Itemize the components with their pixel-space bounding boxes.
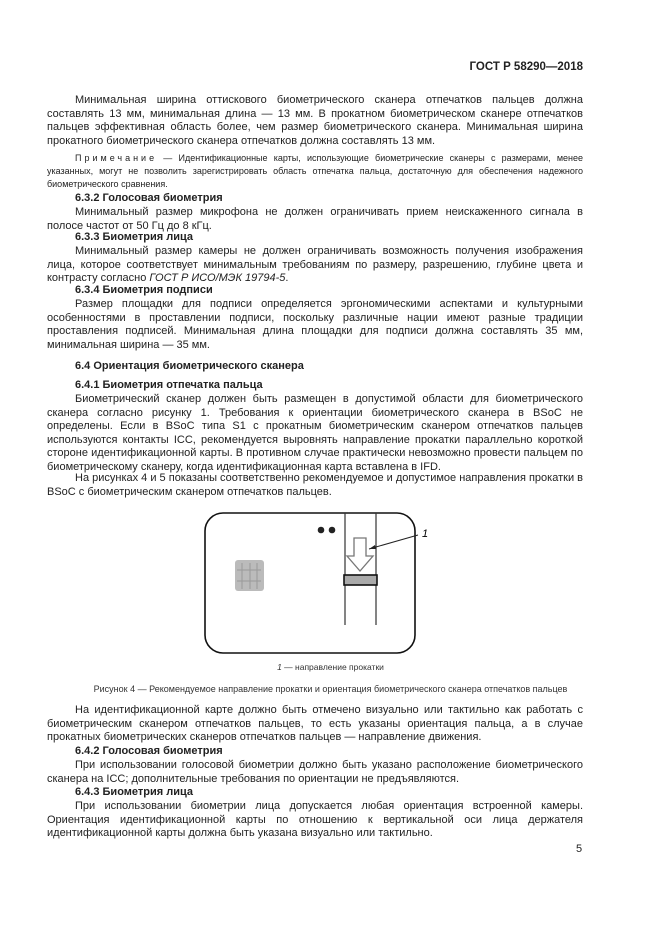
heading-6-4-1: 6.4.1 Биометрия отпечатка пальца [75,379,263,391]
paragraph-marking: На идентификационной карте должно быть отмечено визуально или тактильно как работать с биометрическим сканером отпечатков пальцев, то есть указаны ориентация пальца, а в случае прокатных биометрических сканеров отпечатков пальцев — направление движения. [47,704,583,744]
paragraph-6-3-2: Минимальный размер микрофона не должен ограничивать прием неискаженного сигнала в полосе частот от 50 Гц до 8 кГц. [47,206,583,232]
dot-icon [329,527,336,534]
paragraph-text: Минимальный размер камеры не должен ограничивать возможность получения изображения лица, которое соответствует минимальным требованиям по размеру, разрешению, глубине цвета и контрасту согласно [47,245,583,285]
legend-number: 1 [277,662,282,672]
callout-label: 1 [422,528,429,540]
document-header: ГОСТ Р 58290—2018 [469,61,583,73]
heading-6-3-2: 6.3.2 Голосовая биометрия [75,192,223,204]
paragraph-6-4-3: При использовании биометрии лица допускается любая ориентация встроенной камеры. Ориентация идентификационной карты по отношению к вертикальной оси лица держателя идентификационной карты должна быть указана визуально или тактильно. [47,800,583,840]
paragraph-6-3-4: Размер площадки для подписи определяется эргономическими аспектами и культурными особенностями в проставлении подписи, поскольку различные нации имеют разные традиции проставления подписей. Минимальная длина площадки для подписи должна составлять 35 мм, минимальная ширина — 35 мм. [47,298,583,351]
paragraph-6-4-1: Биометрический сканер должен быть размещен в допустимой области для биометрического сканера согласно рисунку 1. Требования к ориентации биометрического сканера в BSoC не определены. Если в BSoC типа S1 с прокатным биометрическим сканером отпечатков пальцев используются контакты ICC, рекомендуется выровнять направление прокатки параллельно короткой стороне идентификационной карты. В противном случае практически невозможно провести пальцем по биометрическому сканеру, когда идентификационная карта вставлена в IFD. [47,393,583,473]
figure-card-diagram [190,505,460,665]
heading-6-4-3: 6.4.3 Биометрия лица [75,786,193,798]
chip-icon [235,560,264,591]
paragraph-scanner-size: Минимальная ширина оттискового биометрического сканера отпечатков пальцев должна составлять 13 мм, минимальная длина — 13 мм. В прокатном биометрическом сканере отпечатков пальцев эффективная область более, чем размер биометрического сканера. Минимальная ширина прокатного биометрического сканера отпечатков должна составлять 13 мм. [47,94,583,147]
heading-6-4: 6.4 Ориентация биометрического сканера [75,360,304,372]
figure-legend [0,662,661,672]
dot-icon [318,527,325,534]
note-text: — Идентификационные карты, использующие биометрические сканеры с размерами, менее указанных, могут не позволить зарегистрировать область отпечатка пальца, достаточную для обеспечения надежного биометрического сравнения. [47,153,583,189]
paragraph-6-4-2: При использовании голосовой биометрии должно быть указано расположение биометрического сканера на ICC; дополнительные требования по ориентации не предъявляются. [47,759,583,785]
paragraph-figures-ref: На рисунках 4 и 5 показаны соответственно рекомендуемое и допустимое направления прокатки в BSoC с биометрическим сканером отпечатков пальцев. [47,472,583,498]
page-number: 5 [576,843,583,855]
scanner-bar [344,575,377,585]
heading-6-3-4: 6.3.4 Биометрия подписи [75,284,213,296]
paragraph-6-3-3: Минимальный размер камеры не должен ограничивать возможность получения изображения лица, которое соответствует минимальным требованиям по размеру, разрешению, глубине цвета и контрасту согласно ГОСТ Р ИСО/МЭК 19794-5. [47,245,583,285]
heading-6-3-3: 6.3.3 Биометрия лица [75,231,193,243]
legend-text: — направление прокатки [281,662,384,672]
figure-caption: Рисунок 4 — Рекомендуемое направление прокатки и ориентация биометрического сканера отпечатков пальцев [93,684,568,694]
note-label: Примечание [75,153,158,163]
heading-6-4-2: 6.4.2 Голосовая биометрия [75,745,223,757]
standard-reference: ГОСТ Р ИСО/МЭК 19794-5 [149,272,286,285]
note [47,152,583,191]
